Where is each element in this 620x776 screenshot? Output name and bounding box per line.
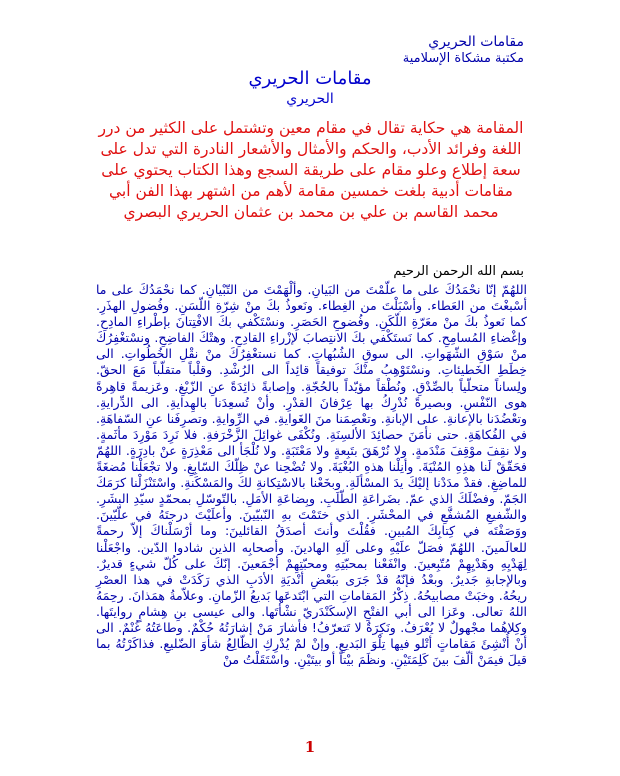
running-header-publisher: مكتبة مشكاة الإسلامية	[402, 51, 524, 66]
book-author: الحريري	[286, 91, 334, 107]
basmala: بسم الله الرحمن الرحيم	[393, 264, 524, 279]
body-text: اللهُمّ إنّا نحْمَدُكَ على ما علّمْتَ من البَيانِ. وألْهَمْتَ من التّبْيانِ. كما نحْمَدُكَ على ما أسْبغْتَ من العَطاء. وأسْبَلْتَ من الغِطاء. ونَعوذُ بكَ منْ شِرّةِ اللّسَنِ. وفُضولِ الهذَرِ. كما نَعوذُ بكَ منْ معَرّةِ اللّكَنِ. وفُضوحِ الحَصَرِ. ونسْتَكْفي بكَ الافْتِتانَ بإطْراءِ المادِحِ. وإغْضاءِ المُسامِحِ. كما نَستَكْفي بكَ الانتِصابَ لإزْراءِ القادِحِ. وهتْكَ الفاضِحِ. ونسْتغْفِرُكَ منْ سَوْقِ الشّهَواتِ. الى سوقِ الشُبُهاتِ. كما نستغْفِرُكَ منْ نقْلِ الخُطُواتِ. الى خِطَطِ الخَطيئاتِ. ونسْتَوْهِبُ منْكَ توفيقاً قائِداً الى الرُشْدِ. وقلْباً متقلّباً مَعَ الحقّ. ولِساناً متحلّياً بالصِّدْقِ. ونُطْقاً مؤيّداً بالحُجّةِ. وإصابةً ذائِدَةً عنِ الزّيْغِ. وعَزيمةً قاهِرةً هوى النّفْسِ. وبصيرةً نُدْرِكُ بها عِرْفانَ القدْرِ. وأنْ تُسعِدَنا بالهِدايةِ. الى الدِّرايةِ. وتعْضُدَنا بالإعانةِ. على الإبانةِ. وتعْصِمَنا منَ الغَوايةِ. في الرِّوايةِ. وتصرِفَنا عنِ السّفاهَةِ. في الفُكاهَةِ. حتى نأمَنَ حصائِدَ الألسِنَةِ. ونُكْفَى غوائِلَ الزَّخْرَفةِ. فلا نَرِدَ مَوْرِدَ مأثَمةٍ. ولا نقِفَ موْقِفَ مَنْدَمةٍ. ولا نُرْهَقَ بتَبِعةٍ ولا مَعْتَبَةٍ. ولا نُلْجَأ الى مَعْذِرَةٍ عنْ بادِرَةٍ. اللهُمّ فحَقّقْ لَنا هذِهِ المُنْيَةَ. وأنِلْنا هذهِ البُغْيَةَ. ولا تُضْحِنا عنْ ظِلّكَ السّابِغِ. ولا تجْعَلْنا مُضغَةً للماضِغِ. فقدْ مدَدْنا إليْكَ يدَ المسْألَةِ. وبخَعْنا بالاسْتِكانةِ لكَ والمَسْكَنةِ. واسْتَنْزَلْنا كرَمَكَ الجَمّ. وفضْلَكَ الذي عمّ. بضَراعَةِ الطّلَبِ. وبِضاعَةِ الأمَلِ. بالتّوسّلِ بمحمّدٍ سيّدِ البشَرِ. والشّفيعِ المُشفَّعِ في المحْشَرِ. الذي ختَمْتَ بهِ النّبيّينَ. وأعلَيْتَ درجتَهُ في علّيّينَ. ووَصَفْتَه في كِتابِكَ المُبينِ. فقُلْتَ وأنتَ أصدَقُ القائلينَ: وما أرْسَلْناكَ إلاّ رحمةً للعالَمينَ. اللهُمّ فصَلّ علَيْهِ وعلى آلِهِ الهادينَ. وأصحابِه الذين شادوا الدّين. واجْعَلْنا لِهَدْيِهِ وهَدْيِهِمْ مُتّبِعينَ. وانْفَعْنا بمحبّتِهِ ومحبّتِهِمْ أجْمَعينَ. إنّكَ على كُلّ شيءٍ قديرٌ. وبالإجابةِ جَديرٌ. وبعْدُ فإنّهُ قدْ جَرَى ببَعْضِ أنْديَةِ الأدَبِ الذي رَكَدَتْ في هذا العصْرِ ريحُهُ. وخبَتْ مصابيحُهُ. ذِكْرُ المَقاماتِ التي ابْتَدعَها بَديعُ الزّمانِ. وعلاّمةُ همَذانَ. رحِمَهُ اللهُ تعالى. وعَزا الى أبي الفتْحِ الإسكَنْدَريّ نشْأتَها. والى عيسى بنِ هِشامٍ روايتَها. وكِلاهُما مجْهولٌ لا يُعْرَفُ. ونَكِرَةٌ لا تَتعرّفُ! فأشارَ مَنْ إشارَتُهُ حُكْمٌ. وطاعَتُهُ غُنْمٌ. الى أنْ أُنْشِئَ مَقاماتٍ أتْلو فيها تِلْوَ البَديعِ. وإنْ لمْ يُدْرِكِ الظّالِعُ شأوَ الضّليعِ. فذاكَرْتُهُ بما قيلَ فيمَنْ ألّفَ بينَ كَلِمَتَيْنِ. ونظَمَ بيْتاً أو بيتَيْنِ. واسْتَقَلْتُ منْ	[96, 282, 527, 668]
intro-paragraph: المقامة هي حكاية تقال في مقام معين وتشتمل على الكثير من درر اللغة وفرائد الأدب، والحكم والأمثال والأشعار النادرة التي تدل على سعة إطلاع وعلو مقام على طريقة السجع وهذا الكتاب يحتوي على مقامات أدبية بلغت خمسين مقامة لأهم من اشتهر بهذا الفن أبي محمد القاسم بن علي بن محمد بن عثمان الحريري البصري	[98, 119, 524, 221]
book-title: مقامات الحريري	[248, 68, 372, 89]
page-number: 1	[304, 738, 316, 756]
running-header-title: مقامات الحريري	[428, 34, 524, 50]
